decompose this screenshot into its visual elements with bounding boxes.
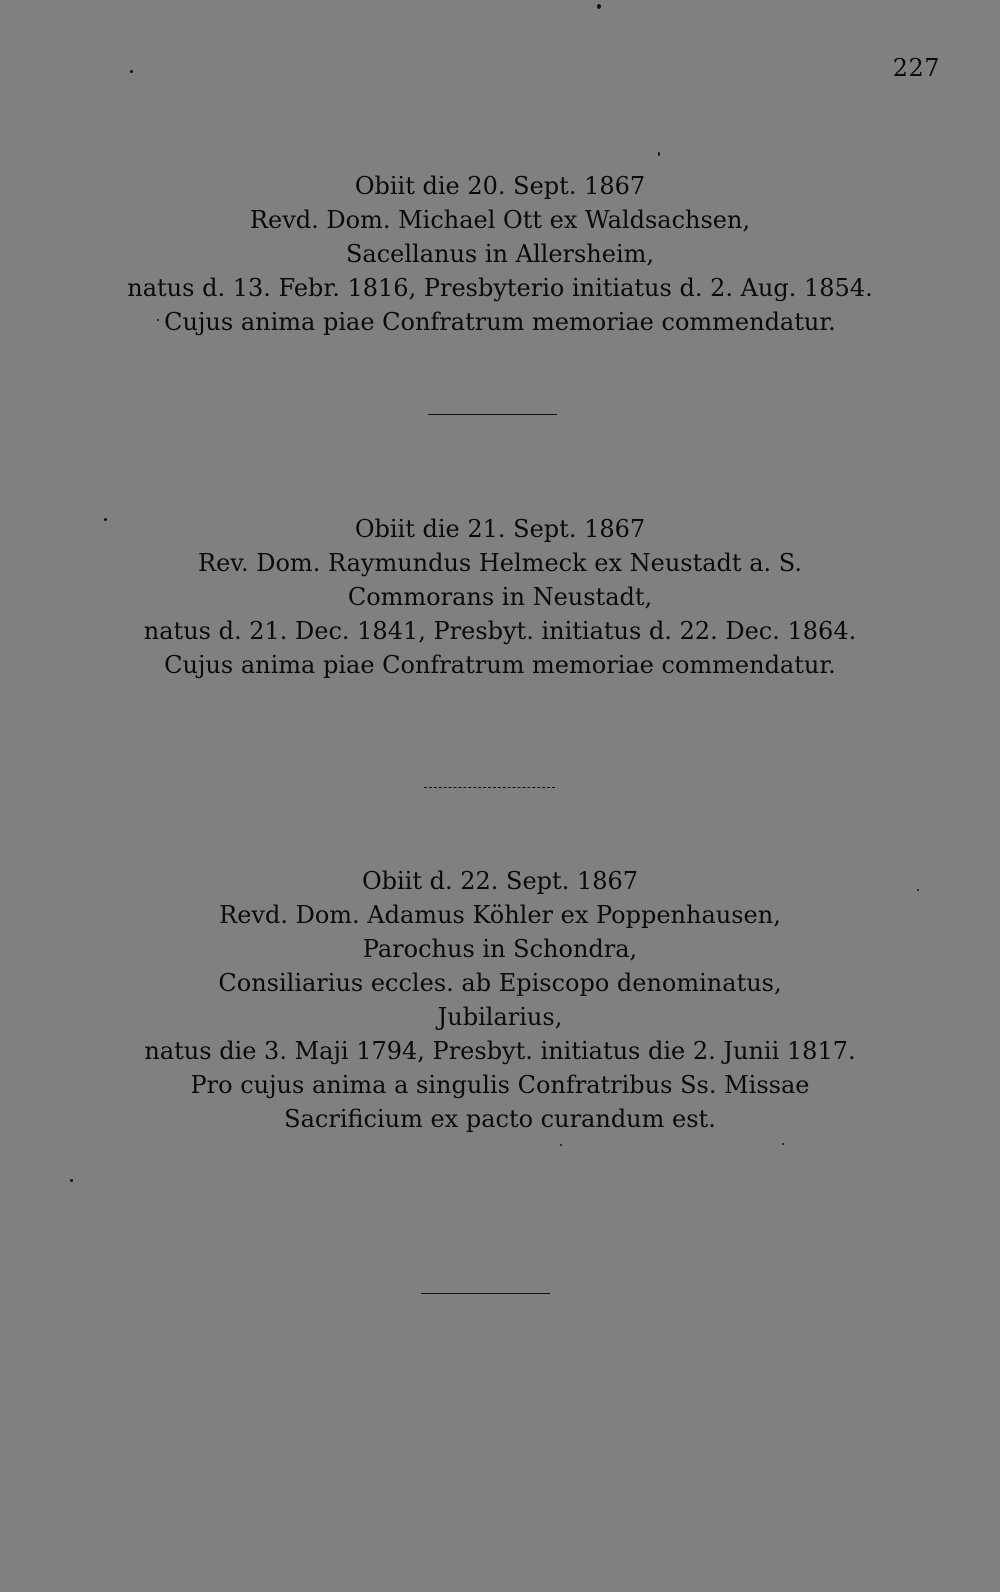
entry-1-name-line: Revd. Dom. Michael Ott ex Waldsachsen, xyxy=(249,206,751,234)
scan-speck xyxy=(104,518,107,521)
entry-1-date-line: Obiit die 20. Sept. 1867 xyxy=(354,172,646,200)
scan-speck xyxy=(597,4,601,9)
scan-speck xyxy=(782,1143,784,1145)
scan-speck xyxy=(560,1144,562,1146)
entry-1-commendation-line: Cujus anima piae Confratrum memoriae commendatur. xyxy=(164,308,836,336)
entry-3-name-line: Revd. Dom. Adamus Köhler ex Poppenhausen, xyxy=(219,901,781,929)
scan-speck xyxy=(70,1179,73,1182)
entry-1-birth-line: natus d. 13. Febr. 1816, Presbyterio initiatus d. 2. Aug. 1854. xyxy=(127,274,873,302)
page-number: 227 xyxy=(892,54,940,82)
entry-3-title-line: Consiliarius eccles. ab Episcopo denominatus, xyxy=(218,969,782,997)
entry-1-office-line: Sacellanus in Allersheim, xyxy=(345,240,655,268)
entry-3-sacrifice-line: Sacrificium ex pacto curandum est. xyxy=(284,1105,716,1133)
obituary-entry-2 xyxy=(0,512,1000,682)
separator-rule-1 xyxy=(428,414,557,415)
entry-2-name-line: Rev. Dom. Raymundus Helmeck ex Neustadt a. S. xyxy=(198,549,802,577)
scan-speck xyxy=(658,152,660,156)
entry-3-mass-line: Pro cujus anima a singulis Confratribus Ss. Missae xyxy=(190,1071,810,1099)
separator-rule-3 xyxy=(421,1293,550,1294)
entry-2-residence-line: Commorans in Neustadt, xyxy=(347,583,653,611)
entry-2-birth-line: natus d. 21. Dec. 1841, Presbyt. initiatus d. 22. Dec. 1864. xyxy=(143,617,857,645)
entry-3-birth-line: natus die 3. Maji 1794, Presbyt. initiatus die 2. Junii 1817. xyxy=(144,1037,856,1065)
scan-speck xyxy=(130,70,133,73)
entry-3-jubilee-line: Jubilarius, xyxy=(437,1003,563,1031)
entry-2-commendation-line: Cujus anima piae Confratrum memoriae commendatur. xyxy=(164,651,836,679)
entry-2-date-line: Obiit die 21. Sept. 1867 xyxy=(354,515,646,543)
obituary-entry-3 xyxy=(0,864,1000,1136)
entry-3-office-line: Parochus in Schondra, xyxy=(362,935,638,963)
separator-rule-2 xyxy=(424,787,555,788)
scan-speck xyxy=(157,319,159,321)
entry-3-date-line: Obiit d. 22. Sept. 1867 xyxy=(361,867,639,895)
scan-speck xyxy=(917,889,919,891)
obituary-entry-1 xyxy=(0,169,1000,339)
